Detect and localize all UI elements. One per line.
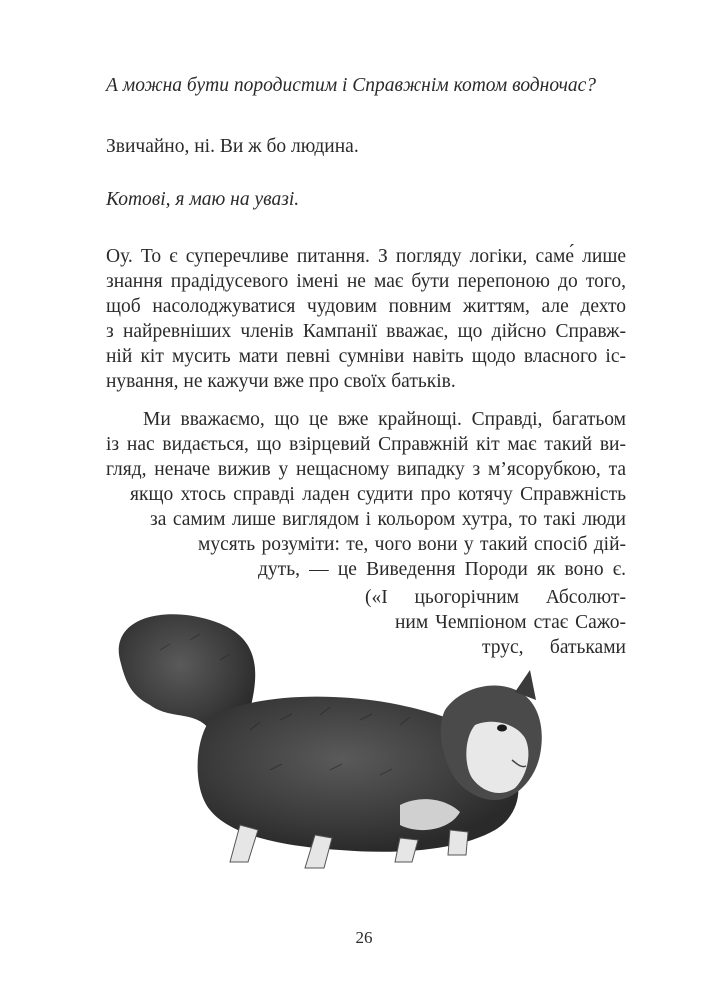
question-1: А можна бути породистим і Справжнім котом водночас?: [106, 75, 597, 96]
p2-line: за самим лише виглядом і кольором хутра, то такі люди: [150, 509, 626, 530]
p2-line: («І цьогорічним Абсолют-: [365, 587, 626, 608]
question-2: Котові, я маю на увазі.: [106, 189, 300, 210]
p1-line: з найревніших членів Кампанії вважає, що дійсно Справж-: [106, 321, 626, 342]
p1-line: Оу. То є суперечливе питання. З погляду логіки, саме́ лише: [106, 246, 626, 267]
p1-line: ній кіт мусить мати певні сумніви навіть щодо власного іс-: [106, 346, 626, 367]
p1-line: знання прадідусевого імені не має бути перепоною до того,: [106, 271, 626, 292]
page-number: 26: [355, 928, 373, 947]
p2-line: дуть, — це Виведення Породи як воно є.: [258, 559, 626, 580]
p2-line: Ми вважаємо, що це вже крайнощі. Справді, багатьом: [143, 409, 626, 430]
p2-line: мусять розуміти: те, чого вони у такий спосіб дій-: [198, 534, 626, 555]
p1-line: щоб насолоджуватися чудовим повним життям, але дехто: [106, 296, 626, 317]
p2-line: із нас видається, що взірцевий Справжній кіт має такий ви-: [106, 434, 626, 455]
answer-1: Звичайно, ні. Ви ж бо людина.: [106, 136, 359, 157]
fluffy-cat-illustration: [100, 600, 560, 900]
p2-line: ним Чемпіоном стає Сажо-: [395, 612, 626, 633]
p1-line: нування, не кажучи вже про своїх батьків.: [106, 371, 456, 392]
p2-line: якщо хтось справді ладен судити про котячу Справжність: [130, 484, 626, 505]
p2-line: трус, батьками: [482, 637, 626, 658]
p2-line: гляд, неначе вижив у нещасному випадку з м’ясорубкою, та: [106, 459, 626, 480]
